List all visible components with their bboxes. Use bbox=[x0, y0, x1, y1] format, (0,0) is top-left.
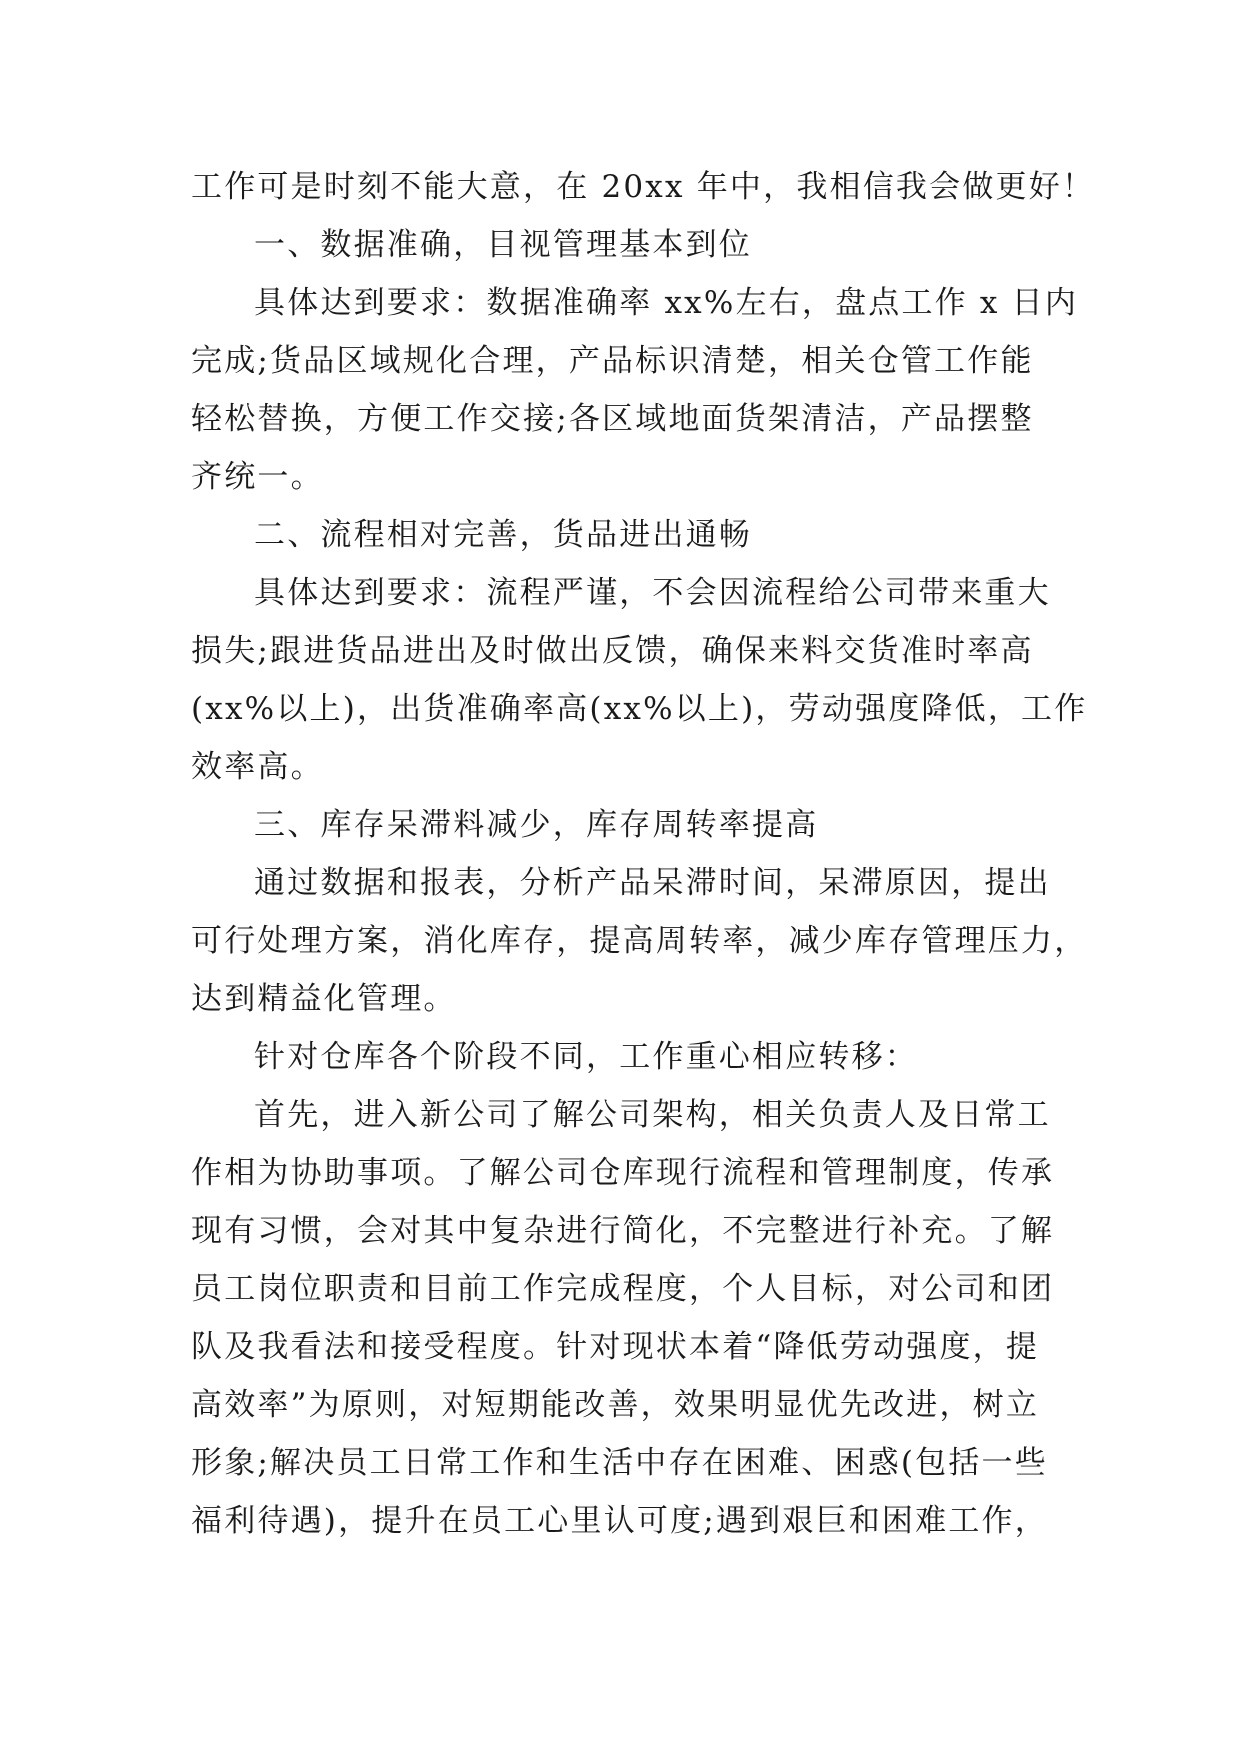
text-line: 达到精益化管理。 bbox=[191, 981, 457, 1017]
text-line: 效率高。 bbox=[191, 749, 324, 785]
text-line: 作相为协助事项。了解公司仓库现行流程和管理制度，传承 bbox=[191, 1155, 1055, 1191]
text-line: 可行处理方案，消化库存，提高周转率，减少库存管理压力， bbox=[191, 923, 1088, 959]
text-line: 轻松替换，方便工作交接;各区域地面货架清洁，产品摆整 bbox=[191, 401, 1034, 437]
text-line: 首先，进入新公司了解公司架构，相关负责人及日常工 bbox=[254, 1097, 1051, 1133]
text-line: 员工岗位职责和目前工作完成程度，个人目标，对公司和团 bbox=[191, 1271, 1055, 1307]
section-heading-2: 二、流程相对完善，货品进出通畅 bbox=[254, 517, 752, 553]
text-line: 具体达到要求：数据准确率 xx%左右，盘点工作 x 日内 bbox=[254, 285, 1079, 321]
section-heading-3: 三、库存呆滞料减少，库存周转率提高 bbox=[254, 807, 819, 843]
section-heading-1: 一、数据准确，目视管理基本到位 bbox=[254, 227, 752, 263]
text-line: 形象;解决员工日常工作和生活中存在困难、困惑(包括一些 bbox=[191, 1445, 1048, 1481]
text-line: 队及我看法和接受程度。针对现状本着“降低劳动强度，提 bbox=[191, 1329, 1040, 1365]
text-line: 高效率”为原则，对短期能改善，效果明显优先改进，树立 bbox=[191, 1387, 1040, 1423]
text-line: 针对仓库各个阶段不同，工作重心相应转移： bbox=[254, 1039, 918, 1075]
text-line: (xx%以上)，出货准确率高(xx%以上)，劳动强度降低，工作 bbox=[191, 691, 1088, 727]
text-line: 通过数据和报表，分析产品呆滞时间，呆滞原因，提出 bbox=[254, 865, 1051, 901]
text-line: 损失;跟进货品进出及时做出反馈，确保来料交货准时率高 bbox=[191, 633, 1034, 669]
text-line: 具体达到要求：流程严谨，不会因流程给公司带来重大 bbox=[254, 575, 1051, 611]
text-line: 齐统一。 bbox=[191, 459, 324, 495]
text-line: 完成;货品区域规化合理，产品标识清楚，相关仓管工作能 bbox=[191, 343, 1034, 379]
text-line: 福利待遇)，提升在员工心里认可度;遇到艰巨和困难工作， bbox=[191, 1503, 1048, 1539]
text-line: 工作可是时刻不能大意，在 20xx 年中，我相信我会做更好！ bbox=[191, 169, 1096, 205]
text-line: 现有习惯，会对其中复杂进行简化，不完整进行补充。了解 bbox=[191, 1213, 1055, 1249]
